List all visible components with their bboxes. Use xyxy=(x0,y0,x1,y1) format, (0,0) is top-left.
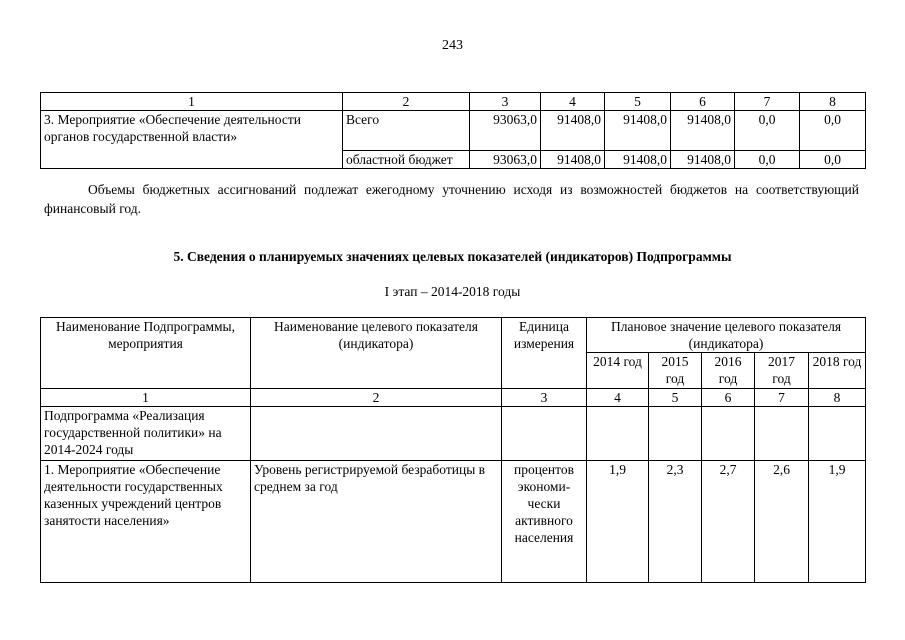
value-cell: 1,9 xyxy=(587,461,649,583)
header-cell: 5 xyxy=(605,93,671,111)
budget-table xyxy=(40,92,866,169)
value-cell: 93063,0 xyxy=(470,151,541,169)
value-cell: 0,0 xyxy=(735,111,800,151)
header-cell: 7 xyxy=(735,93,800,111)
value-cell: 2,6 xyxy=(755,461,809,583)
year-cell: 2016 год xyxy=(702,353,755,389)
source-cell: Всего xyxy=(343,111,470,151)
stage-title: I этап – 2014-2018 годы xyxy=(384,284,521,299)
year-cell: 2014 год xyxy=(587,353,649,389)
value-cell: 91408,0 xyxy=(671,151,735,169)
col-unit-header: Единица измерения xyxy=(502,318,587,389)
empty-cell xyxy=(502,407,587,461)
year-cell: 2017 год xyxy=(755,353,809,389)
budget-note-paragraph: Объемы бюджетных ассигнований подлежат ежегодному уточнению исходя из возможностей бюджетов на соответствующий финансовый год. xyxy=(44,182,859,216)
header-cell: 6 xyxy=(671,93,735,111)
unit-cell: процентов экономи-чески активного населения xyxy=(502,461,587,583)
header-cell: 3 xyxy=(470,93,541,111)
table-header-row xyxy=(41,318,866,353)
empty-cell xyxy=(702,407,755,461)
table-row xyxy=(41,111,866,151)
number-cell: 2 xyxy=(251,389,502,407)
year-cell: 2018 год xyxy=(809,353,866,389)
value-cell: 91408,0 xyxy=(605,111,671,151)
subprogram-row xyxy=(41,407,866,461)
number-cell: 1 xyxy=(41,389,251,407)
header-cell: 4 xyxy=(541,93,605,111)
value-cell: 0,0 xyxy=(800,151,866,169)
value-cell: 91408,0 xyxy=(541,151,605,169)
value-cell: 0,0 xyxy=(735,151,800,169)
header-cell: 1 xyxy=(41,93,343,111)
number-cell: 4 xyxy=(587,389,649,407)
empty-cell xyxy=(755,407,809,461)
header-cell: 2 xyxy=(343,93,470,111)
header-cell: 8 xyxy=(800,93,866,111)
value-cell: 0,0 xyxy=(800,111,866,151)
empty-cell xyxy=(251,407,502,461)
source-cell: областной бюджет xyxy=(343,151,470,169)
value-cell: 91408,0 xyxy=(605,151,671,169)
number-cell: 7 xyxy=(755,389,809,407)
subprogram-name-cell: Подпрограмма «Реализация государственной политики» на 2014-2024 годы xyxy=(41,407,251,461)
indicator-cell: Уровень регистрируемой безработицы в среднем за год xyxy=(251,461,502,583)
value-cell: 2,7 xyxy=(702,461,755,583)
table-header-row xyxy=(41,93,866,111)
column-numbers-row xyxy=(41,389,866,407)
section-heading: 5. Сведения о планируемых значениях целевых показателей (индикаторов) Подпрограммы xyxy=(173,249,732,264)
value-cell: 93063,0 xyxy=(470,111,541,151)
col-subprogram-header: Наименование Подпрограммы, мероприятия xyxy=(41,318,251,389)
year-cell: 2015 год xyxy=(649,353,702,389)
value-cell: 91408,0 xyxy=(541,111,605,151)
col-indicator-header: Наименование целевого показателя (индикатора) xyxy=(251,318,502,389)
measure-name-cell: 1. Мероприятие «Обеспечение деятельности государственных казенных учреждений центров занятости населения» xyxy=(41,461,251,583)
number-cell: 3 xyxy=(502,389,587,407)
empty-cell xyxy=(649,407,702,461)
table-row xyxy=(41,461,866,583)
value-cell: 1,9 xyxy=(809,461,866,583)
empty-cell xyxy=(587,407,649,461)
number-cell: 5 xyxy=(649,389,702,407)
measure-name-cell: 3. Мероприятие «Обеспечение деятельности органов государственной власти» xyxy=(41,111,343,169)
planned-value-header: Плановое значение целевого показателя (индикатора) xyxy=(587,318,866,353)
indicators-table xyxy=(40,317,866,583)
number-cell: 6 xyxy=(702,389,755,407)
value-cell: 2,3 xyxy=(649,461,702,583)
value-cell: 91408,0 xyxy=(671,111,735,151)
page-number: 243 xyxy=(442,38,463,53)
empty-cell xyxy=(809,407,866,461)
number-cell: 8 xyxy=(809,389,866,407)
